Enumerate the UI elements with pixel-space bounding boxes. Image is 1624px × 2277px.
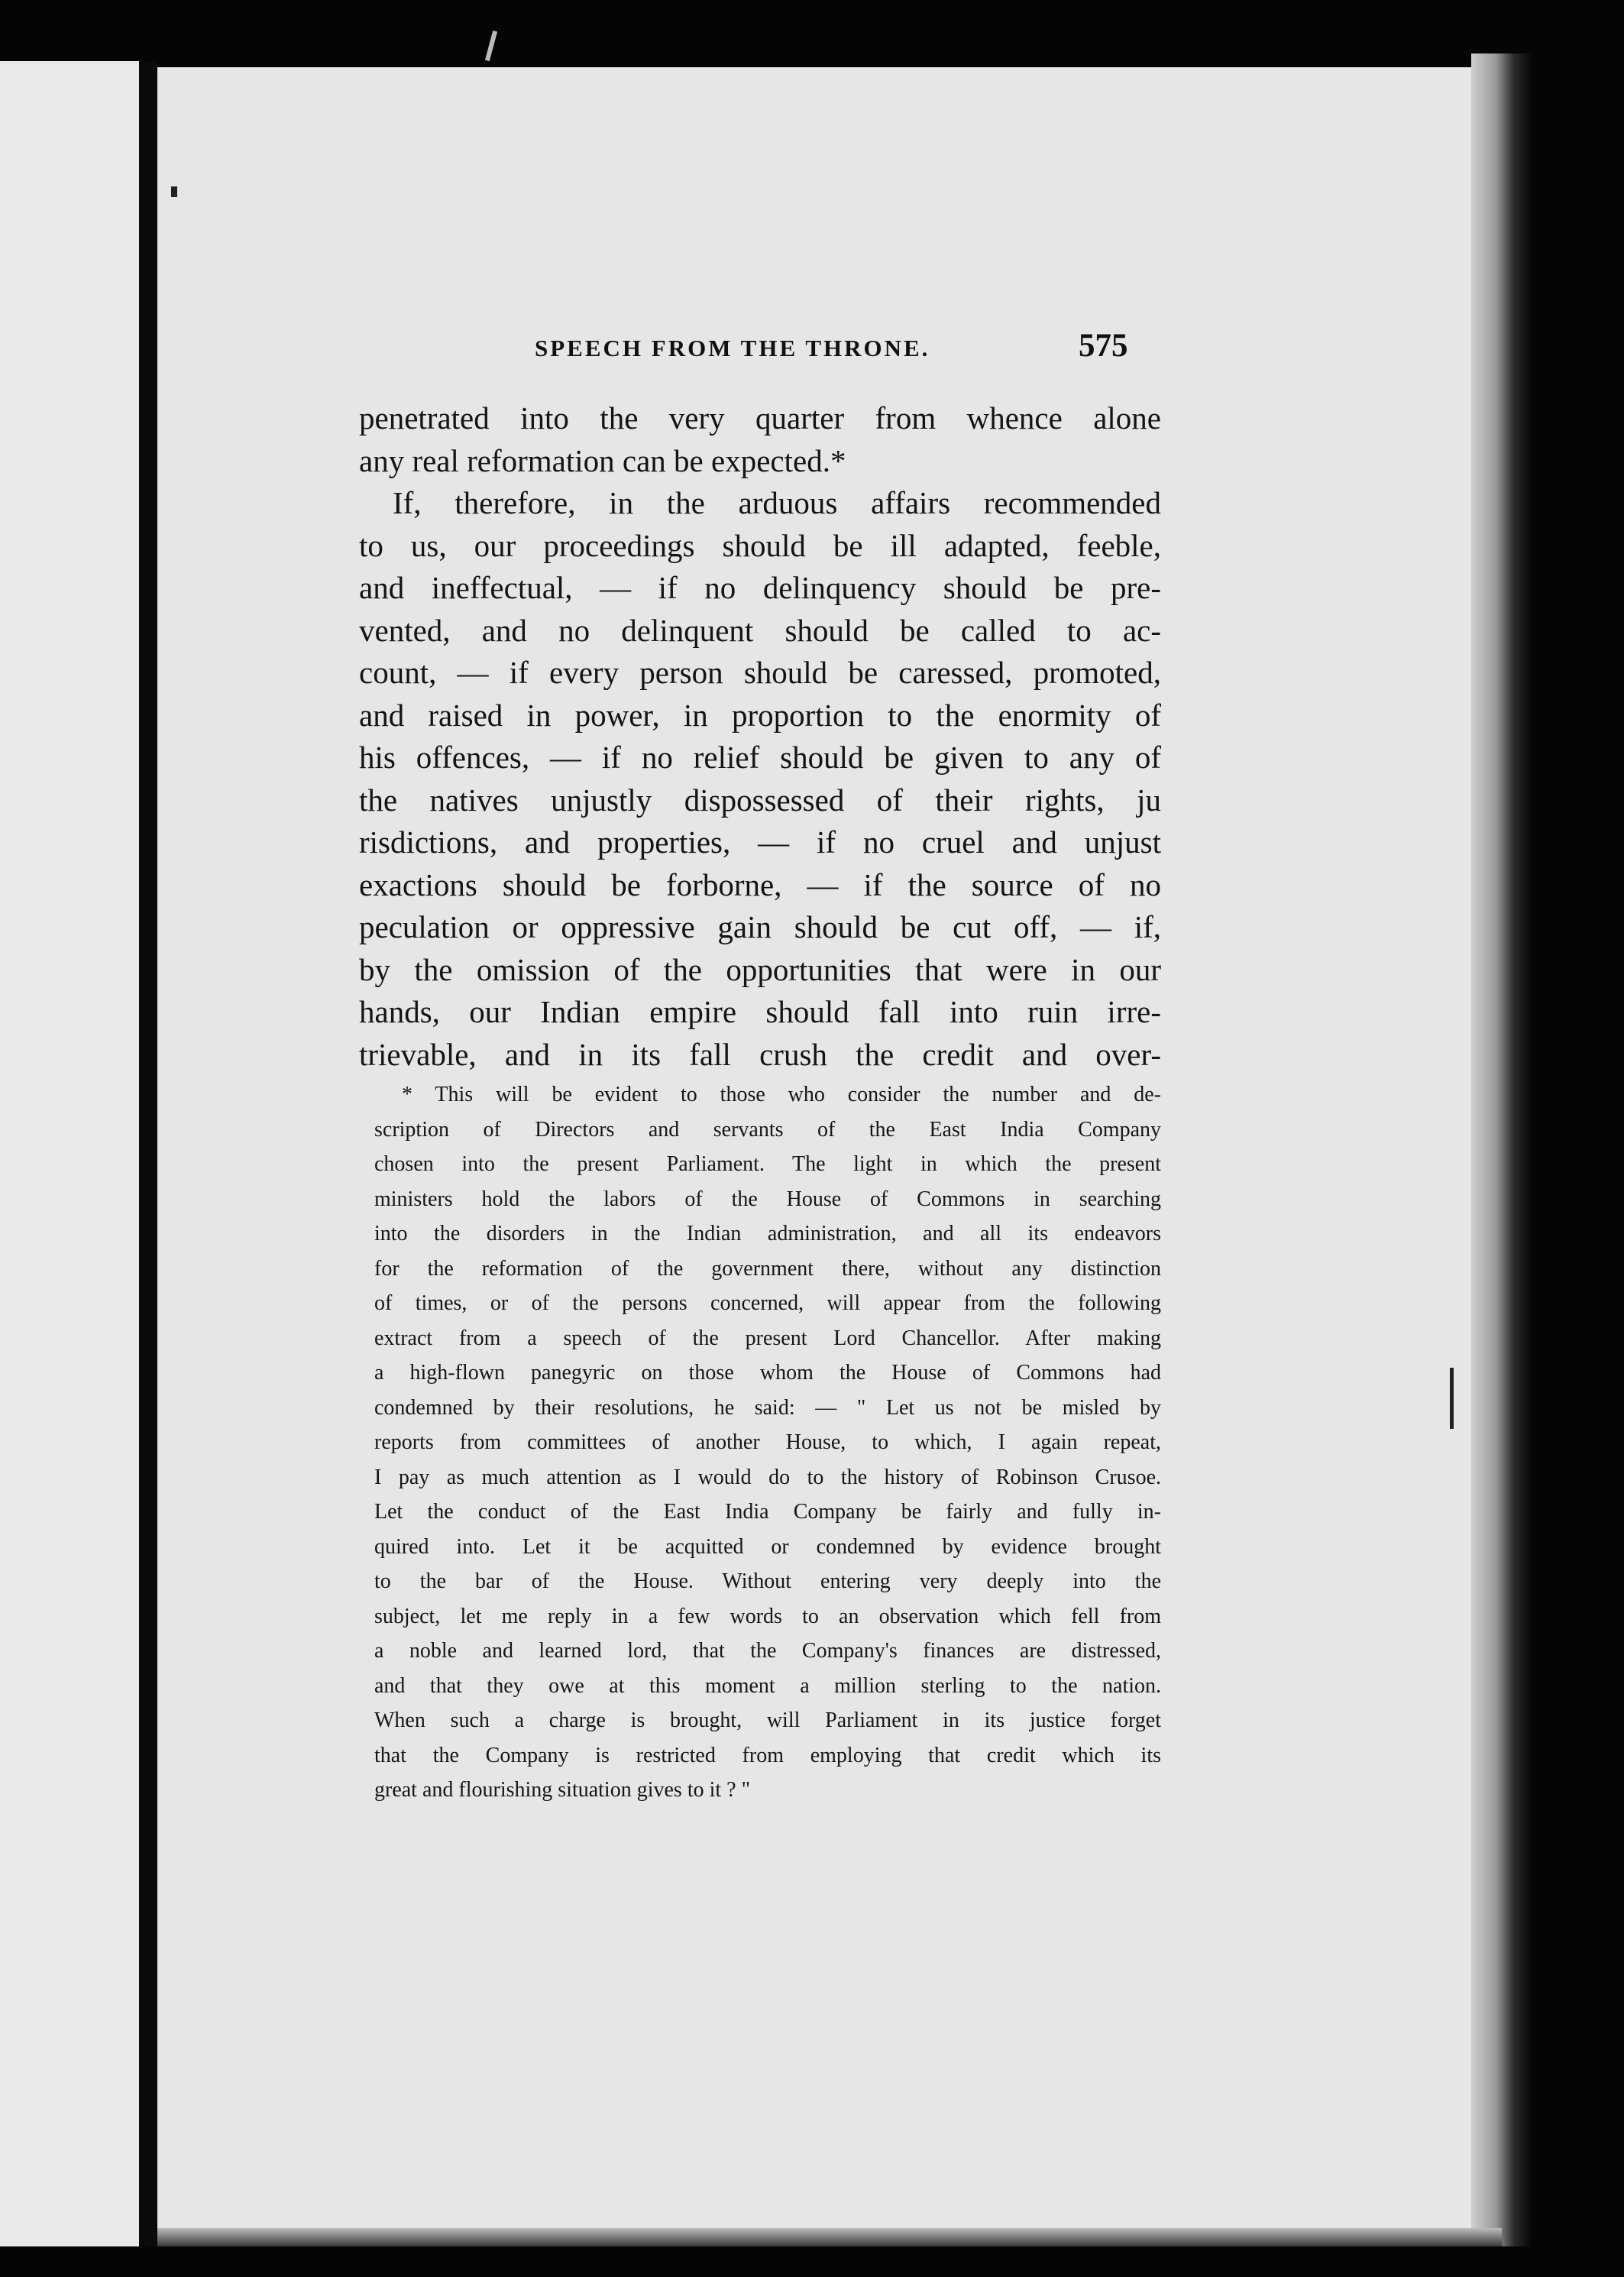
text-line: to us, our proceedings should be ill adapted, feeble, [359, 527, 1161, 563]
running-head: SPEECH FROM THE THRONE. [535, 335, 930, 361]
footnote-line: subject, let me reply in a few words to an observation which fell from [374, 1604, 1161, 1628]
text-line: count, — if every person should be caressed, promoted, [359, 655, 1161, 690]
footnote-line: ministers hold the labors of the House of Commons in searching [374, 1187, 1161, 1211]
page-number: 575 [1079, 328, 1128, 364]
footnote-line: that the Company is restricted from employing that credit which its [374, 1743, 1161, 1767]
text-line: exactions should be forborne, — if the source of no [359, 866, 1161, 902]
footnote-line: Let the conduct of the East India Company be fairly and fully in- [374, 1500, 1161, 1524]
text-line: risdictions, and properties, — if no cruel and unjust [359, 824, 1161, 860]
footnote-line: a noble and learned lord, that the Company's finances are distressed, [374, 1639, 1161, 1663]
scan-artifact-mark [171, 186, 177, 197]
text-line: the natives unjustly dispossessed of their rights, ju [359, 782, 1161, 818]
text-line: If, therefore, in the arduous affairs recommended [393, 485, 1161, 520]
text-line: any real reformation can be expected.* [359, 442, 846, 478]
footnote-line: and that they owe at this moment a million sterling to the nation. [374, 1673, 1161, 1698]
footnote-line: quired into. Let it be acquitted or condemned by evidence brought [374, 1534, 1161, 1559]
text-line: and raised in power, in proportion to the enormity of [359, 697, 1161, 733]
footnote-line: reports from committees of another House, to which, I again repeat, [374, 1430, 1161, 1454]
footnote-line: to the bar of the House. Without entering very deeply into the [374, 1569, 1161, 1593]
footnote-line: scription of Directors and servants of the East India Company [374, 1117, 1161, 1142]
footnote-line: condemned by their resolutions, he said: — " Let us not be misled by [374, 1395, 1161, 1420]
text-line: trievable, and in its fall crush the credit and over- [359, 1036, 1161, 1072]
text-line: peculation or oppressive gain should be cut off, — if, [359, 909, 1161, 944]
footnote-line: of times, or of the persons concerned, will appear from the following [374, 1291, 1161, 1315]
footnote-line: * This will be evident to those who consider the number and de- [402, 1083, 1161, 1106]
footnote-line: extract from a speech of the present Lord Chancellor. After making [374, 1326, 1161, 1350]
footnote-line: When such a charge is brought, will Parliament in its justice forget [374, 1709, 1161, 1732]
text-line: penetrated into the very quarter from whence alone [359, 400, 1161, 436]
footnote-line: a high-flown panegyric on those whom the House of Commons had [374, 1361, 1161, 1385]
footnote-line: into the disorders in the Indian administration, and all its endeavors [374, 1222, 1161, 1245]
text-line: by the omission of the opportunities that were in our [359, 951, 1161, 987]
text-line: his offences, — if no relief should be given to any of [359, 740, 1161, 775]
page-fore-edge [1471, 53, 1532, 2246]
footnote-line: great and flourishing situation gives to it ? " [374, 1778, 751, 1802]
footnote [374, 1077, 1161, 1808]
text-line: hands, our Indian empire should fall into ruin irre- [359, 994, 1161, 1029]
scan-artifact-mark [485, 31, 497, 61]
book-gutter [139, 61, 157, 2246]
main-text [359, 397, 1161, 1076]
footnote-line: for the reformation of the government there, without any distinction [374, 1256, 1161, 1281]
facing-page-edge [0, 61, 139, 2246]
scan-artifact-mark [1450, 1368, 1454, 1429]
page-bottom-edge [157, 2228, 1502, 2246]
text-line: vented, and no delinquent should be called to ac- [359, 612, 1161, 648]
text-line: and ineffectual, — if no delinquency should be pre- [359, 570, 1161, 605]
footnote-line: I pay as much attention as I would do to the history of Robinson Crusoe. [374, 1465, 1161, 1489]
footnote-line: chosen into the present Parliament. The light in which the present [374, 1152, 1161, 1176]
